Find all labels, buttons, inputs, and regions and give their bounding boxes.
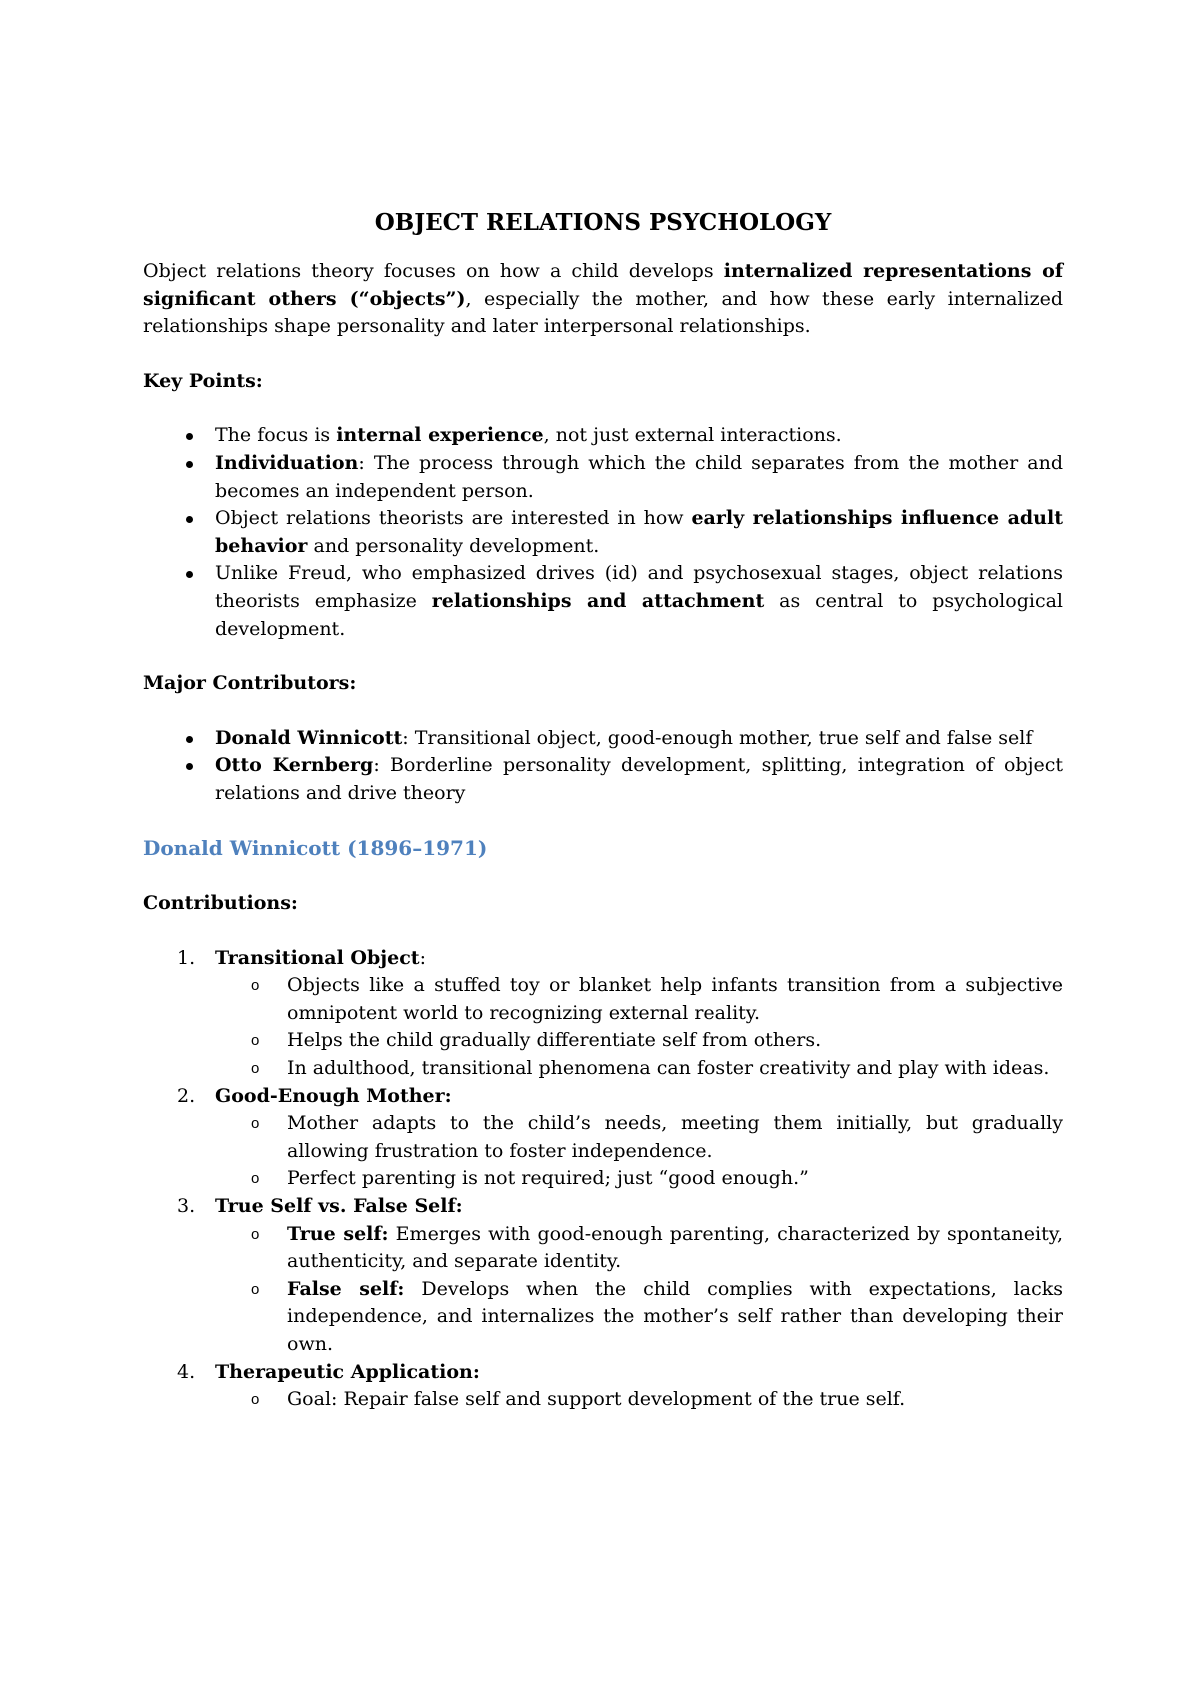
contributor-item: Otto Kernberg: Borderline personality development, splitting, integration of object relations and drive theory	[143, 752, 1063, 807]
key-point-item: The focus is internal experience, not just external interactions.	[143, 422, 1063, 450]
sub-item-true-self: o True self: Emerges with good-enough parenting, characterized by spontaneity, authenticity, and separate identity.	[215, 1221, 1063, 1276]
sub-item: o Mother adapts to the child’s needs, meeting them initially, but gradually allowing frustration to foster independence.	[215, 1110, 1063, 1165]
contribution-item: 3. True Self vs. False Self: o True self: Emerges with good-enough parenting, characterized by spontaneity, authenticity, and separate identity. o False self: Develops when the child complies with expectations, lacks independence, and internalizes the mother’s self rather than developing their own.	[143, 1193, 1063, 1359]
contribution-item: 1. Transitional Object: o Objects like a stuffed toy or blanket help infants transition from a subjective omnipotent world to recognizing external reality. o Helps the child gradually differentiate self from others. o In adulthood, transitional phenomena can foster creativity and play with ideas.	[143, 945, 1063, 1083]
contribution-item: 2. Good-Enough Mother: o Mother adapts to the child’s needs, meeting them initially, but gradually allowing frustration to foster independence. o Perfect parenting is not required; just “good enough.”	[143, 1083, 1063, 1193]
major-contributors-label: Major Contributors:	[143, 672, 357, 695]
key-points-list	[143, 422, 1063, 643]
document-body	[143, 208, 1063, 1414]
contribution-item: 4. Therapeutic Application: o Goal: Repair false self and support development of the true self.	[143, 1359, 1063, 1414]
contributions-label: Contributions:	[143, 892, 298, 915]
sub-item-false-self: o False self: Develops when the child complies with expectations, lacks independence, and internalizes the mother’s self rather than developing their own.	[215, 1276, 1063, 1359]
key-point-item: Unlike Freud, who emphasized drives (id) and psychosexual stages, object relations theorists emphasize relationships and attachment as central to psychological development.	[143, 560, 1063, 643]
contributors-list	[143, 725, 1063, 808]
intro-paragraph: Object relations theory focuses on how a child develops internalized representations of significant others (“objects”), especially the mother, and how these early internalized relationships shape personality and later interpersonal relationships.	[143, 260, 1063, 338]
sub-list	[215, 1110, 1063, 1193]
section-heading-winnicott: Donald Winnicott (1896–1971)	[143, 835, 488, 860]
key-point-item: Individuation: The process through which the child separates from the mother and becomes an independent person.	[143, 450, 1063, 505]
key-point-item: Object relations theorists are interested in how early relationships influence adult behavior and personality development.	[143, 505, 1063, 560]
sub-item: o Perfect parenting is not required; just “good enough.”	[215, 1165, 1063, 1193]
contributor-item: Donald Winnicott: Transitional object, good-enough mother, true self and false self	[143, 725, 1063, 753]
sub-list	[215, 1386, 1063, 1414]
document-title: OBJECT RELATIONS PSYCHOLOGY	[374, 209, 832, 236]
sub-item: o Helps the child gradually differentiate self from others.	[215, 1027, 1063, 1055]
sub-list	[215, 972, 1063, 1082]
key-points-label: Key Points:	[143, 369, 263, 392]
sub-item: o Objects like a stuffed toy or blanket help infants transition from a subjective omnipotent world to recognizing external reality.	[215, 972, 1063, 1027]
sub-item: o In adulthood, transitional phenomena can foster creativity and play with ideas.	[215, 1055, 1063, 1083]
sub-item: o Goal: Repair false self and support development of the true self.	[215, 1386, 1063, 1414]
sub-list	[215, 1221, 1063, 1359]
contributions-list	[143, 945, 1063, 1414]
